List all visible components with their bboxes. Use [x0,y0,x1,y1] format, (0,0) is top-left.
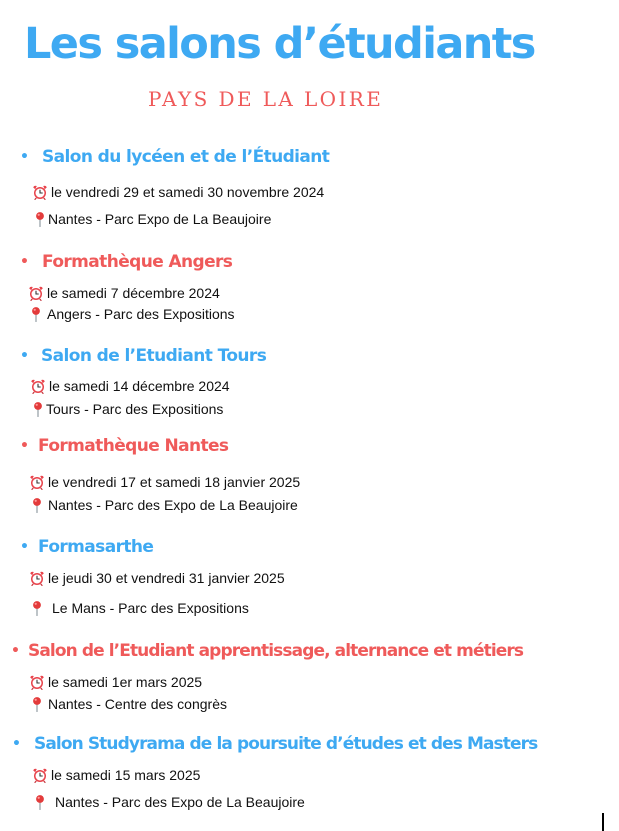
bullet-icon: • [12,736,21,752]
event-date-text: le vendredi 17 et samedi 18 janvier 2025 [48,474,301,490]
event-name: Salon du lycéen et de l’Étudiant [42,147,330,167]
round-pushpin-icon [29,497,45,513]
bullet-icon: • [20,539,29,555]
alarm-clock-icon [29,474,45,490]
event-date-text: le samedi 7 décembre 2024 [47,285,220,301]
page-title: Les salons d’étudiants [24,19,535,69]
text-cursor [602,813,604,831]
event-name: Salon Studyrama de la poursuite d’études et des Masters [34,734,538,754]
event-place-text: Nantes - Parc Expo de La Beaujoire [48,211,272,227]
alarm-clock-icon [32,767,48,783]
round-pushpin-icon [32,211,48,227]
event-place-text: Le Mans - Parc des Expositions [52,600,249,616]
bullet-icon: • [20,438,29,454]
event-date-text: le samedi 14 décembre 2024 [49,378,230,394]
bullet-icon: • [20,149,29,165]
alarm-clock-icon [30,378,46,394]
event-date-text: le jeudi 30 et vendredi 31 janvier 2025 [48,570,285,586]
round-pushpin-icon [29,696,45,712]
event-date-text: le samedi 1er mars 2025 [48,674,203,690]
bullet-icon: • [20,348,29,364]
event-place-text: Nantes - Centre des congrès [48,696,227,712]
event-place-text: Angers - Parc des Expositions [47,306,235,322]
round-pushpin-icon [29,600,45,616]
alarm-clock-icon [28,285,44,301]
event-name: Formathèque Nantes [38,436,229,456]
event-place-text: Tours - Parc des Expositions [46,401,224,417]
round-pushpin-icon [30,401,46,417]
event-name: Formasarthe [38,537,154,557]
event-place-text: Nantes - Parc des Expo de La Beaujoire [48,497,298,513]
bullet-icon: • [20,254,29,270]
round-pushpin-icon [28,306,44,322]
alarm-clock-icon [29,570,45,586]
round-pushpin-icon [32,794,48,810]
alarm-clock-icon [32,184,48,200]
alarm-clock-icon [29,674,45,690]
page-subtitle: PAYS DE LA LOIRE [148,87,384,111]
event-name: Formathèque Angers [42,252,233,272]
bullet-icon: • [11,643,20,659]
event-name: Salon de l’Etudiant Tours [41,346,267,366]
event-date-text: le samedi 15 mars 2025 [51,767,201,783]
event-date-text: le vendredi 29 et samedi 30 novembre 2024 [51,184,325,200]
event-name: Salon de l’Etudiant apprentissage, alternance et métiers [28,641,524,661]
event-place-text: Nantes - Parc des Expo de La Beaujoire [55,794,305,810]
